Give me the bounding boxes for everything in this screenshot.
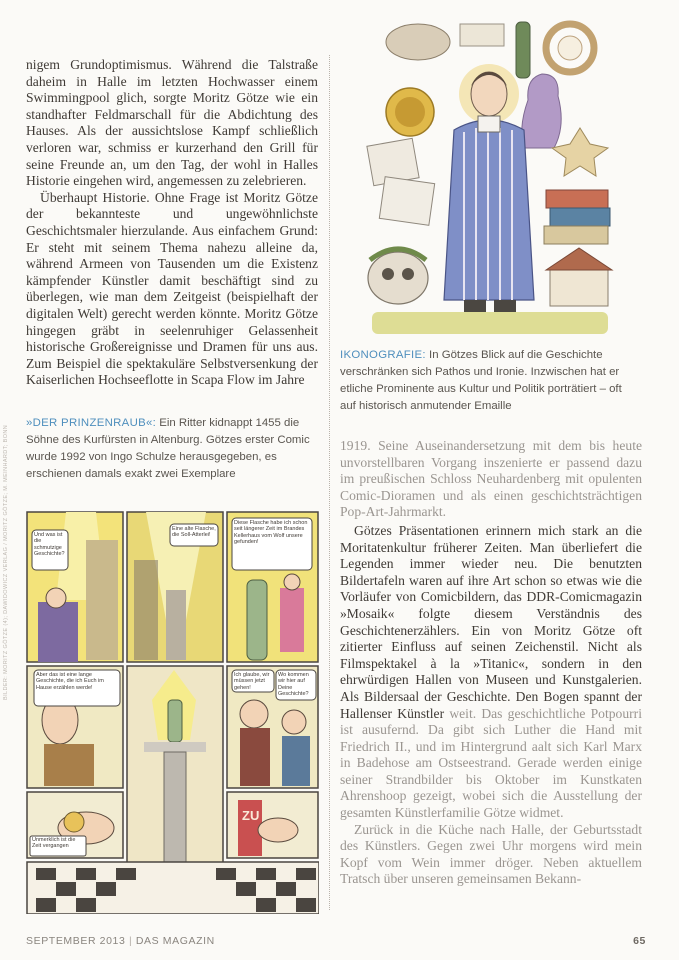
comic-panel-8 (227, 792, 318, 858)
right-paragraph-2-text: Götzes Präsentationen erinnern mich stark an die Moritatenkultur früherer Zeiten. Man überliefert die Legenden immer wieder neu. Die benutzten Bildertafeln waren auf ihre Art schon so etwas wie die Vorläufer von Comicbildern, das DDR-Comicmagazin »Mosaik« folgte diesem Verständnis des Geschichtenerzählers. Ein von Moritz Götze oft zitierter Einfluss auf seinen Zeichenstil. Nicht als Filmspektakel à la »Titanic«, sondern in den ehrwürdigen Hallen von Museen und Kunstgalerien. Als Bildersaal der Geschichte. Den Bogen spannt der Hallenser Künstler (340, 522, 642, 721)
left-paragraph-1: nigem Grundoptimismus. Während die Talstraße daheim in Halle im letzten Hochwasser einem Swimmingpool glich, sorgte Moritz Götze wie ein standhafter Feldmarschall für die Abdichtung des Hauses. Als der aussichtslose Kampf schließlich verloren war, schmiss er kurzerhand den Grill für seine Freunde an, um den Tag, der wohl in Halles Historie eingehen wird, angemessen zu zelebrieren. (26, 57, 318, 189)
bubble-text-1: Und was ist die schmutzige Geschichte? (34, 532, 65, 557)
comic-strip (26, 510, 319, 914)
bubble-text-5: Ich glaube, wir müssen jetzt gehen! (234, 672, 270, 691)
comic-caption (26, 415, 318, 483)
caption-text: Ein Ritter kidnappt 1455 die Söhne des Kurfürsten in Altenburg. Götzes erster Comic wurde 1992 von Ingo Schulze herausgegeben, es erschienen damals exakt zwei Exemplare (26, 417, 310, 480)
issue-date: SEPTEMBER 2013 (26, 935, 126, 947)
left-paragraph-2: Überhaupt Historie. Ohne Frage ist Moritz Götze der bekannteste und ungewöhnlichste Geschichtsmaler hierzulande. Aus einfachem Grund: Er steht mit seinem Thema nahezu alleine da, während Armeen von Tausenden um die Existenz kämpfender Künstler damit beschäftigt sind zu überlegen, wie man dem Zeitgeist (beispielhaft der digitalen Welt) gerecht werden könnte. Moritz Götze hingegen gräbt in seelenruhiger Gelassenheit historische Großereignisse und Dramen für uns aus. Zum Beispiel die spektakuläre Selbstversenkung der Kaiserlichen Hochseeflotte in Scapa Flow im Jahre (26, 189, 318, 388)
bubble-text-6: Wo kommen wir hier auf Deine Geschichte? (278, 672, 309, 697)
illustration-caption (340, 347, 640, 415)
image-credit: BILDER: MORITZ GÖTZE (4); DAWIDOWICZ VERLAG / MORITZ GÖTZE; M. MEINHARDT; BONN (3, 424, 9, 700)
bubble-text-7: Unmerklich ist die Zeit vergangen (32, 837, 76, 850)
bubble-text-2: Eine alte Flasche, die Soll-Atterlei! (172, 526, 216, 539)
page-number: 65 (633, 935, 646, 947)
right-paragraph-2-continued: weit. Das geschichtliche Potpourri ist ausufernd. Da gibt sich Luther die Hand mit Friedrich II., und im Hintergrund aalt sich Karl Marx in Badehose am Ostseestrand. Gerade werden einige seiner Strandbilder bis Oktober im Kunstkaten Ahrenshoop gezeigt, wobei sich die Ausstellung der gesamten Künstlerfamilie Götze widmet. (340, 705, 642, 821)
caption-lead: »DER PRINZENRAUB«: (26, 417, 157, 429)
bubble-text-4: Aber das ist eine lange Geschichte, die ich Euch im Hause erzählen werde! (36, 672, 104, 691)
right-paragraph-2 (340, 523, 642, 822)
iconography-illustration (358, 20, 620, 338)
right-article-column (340, 438, 642, 888)
magazine-name: DAS MAGAZIN (135, 935, 215, 947)
left-article-column (26, 57, 318, 389)
caption-lead: IKONOGRAFIE: (340, 349, 426, 361)
illustration-figure (444, 64, 534, 312)
bubble-text-3: Diese Flasche habe ich schon seit längerer Zeit im Brandes Kellerhaus vom Wolf unsere gefunden! (234, 520, 308, 546)
column-divider (329, 55, 330, 910)
footer-separator: | (128, 935, 133, 947)
comic-sign-zu: ZU (242, 808, 260, 823)
comic-checker-floor (27, 862, 319, 914)
right-paragraph-3: Zurück in die Küche nach Halle, der Geburtsstadt des Künstlers. Gegen zwei Uhr morgens wird mein Kopf vom Wein immer dröger. Neben aktuellem Tratsch über unseren gemeinsamen Bekann- (340, 821, 642, 887)
caption-text: In Götzes Blick auf die Geschichte verschränken sich Pathos und Ironie. Inzwischen hat er etliche Prominente aus Kultur und Politik porträtiert – oft auf historisch anmutender Emaille (340, 349, 622, 412)
right-paragraph-1: 1919. Seine Auseinandersetzung mit dem bis heute unvorstellbaren Vorgang inszenierte er passend dazu im preußischen Schloss Neuhardenberg mit opulenten Comic-Dioramen und als einen geschichtsträchtigen Pop-Art-Jahrmarkt. (340, 438, 642, 520)
page-footer (26, 935, 646, 951)
